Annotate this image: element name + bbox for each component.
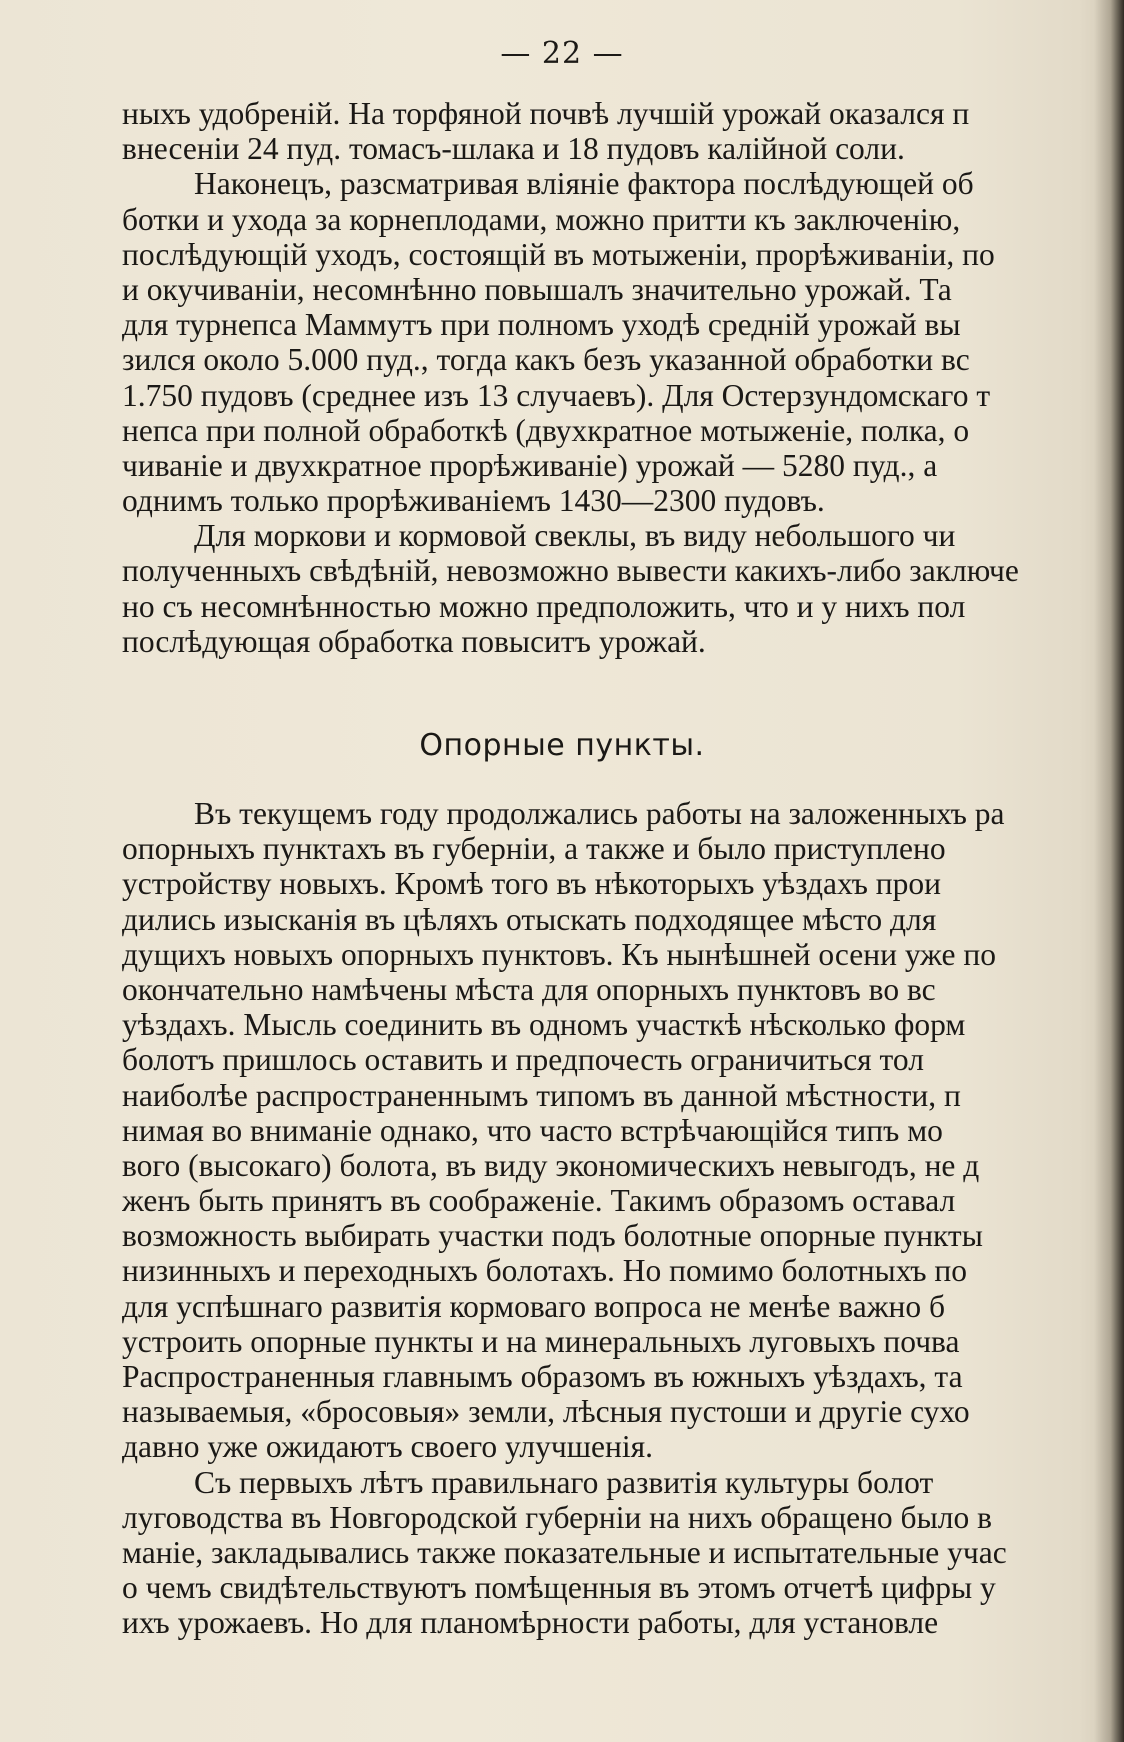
text-line: для успѣшнаго развитія кормоваго вопроса не менѣе важно б	[122, 1288, 945, 1324]
text-line: для турнепса Маммутъ при полномъ уходѣ средній урожай вы	[122, 307, 961, 343]
text-line: давно уже ожидаютъ своего улучшенія.	[122, 1429, 653, 1465]
text-line: окончательно намѣчены мѣста для опорныхъ пунктовъ во вс	[122, 971, 936, 1007]
text-line: устроить опорные пункты и на минеральныхъ луговыхъ почва	[122, 1323, 960, 1359]
paragraph-block-fertilizer-results	[122, 96, 1124, 659]
text-line: женъ быть принятъ въ соображеніе. Такимъ образомъ оставал	[122, 1183, 956, 1219]
text-line: дились изысканія въ цѣляхъ отыскать подходящее мѣсто для	[122, 901, 937, 937]
text-line: луговодства въ Новгородской губерніи на нихъ обращено было в	[122, 1499, 992, 1535]
text-line: 1.750 пудовъ (среднее изъ 13 случаевъ). Для Остерзундомскаго т	[122, 377, 991, 413]
text-line: однимъ только прорѣживаніемъ 1430—2300 пудовъ.	[122, 483, 825, 519]
text-line: Наконецъ, разсматривая вліяніе фактора послѣдующей об	[194, 166, 974, 202]
text-line: послѣдующій уходъ, состоящій въ мотыженіи, прорѣживаніи, по	[122, 236, 995, 272]
text-line: дущихъ новыхъ опорныхъ пунктовъ. Къ нынѣшней осени уже по	[122, 936, 996, 972]
text-line: возможность выбирать участки подъ болотные опорные пункты	[122, 1218, 983, 1254]
text-line: низинныхъ и переходныхъ болотахъ. Но помимо болотныхъ по	[122, 1253, 968, 1289]
text-line: Съ первыхъ лѣтъ правильнаго развитія культуры болот	[194, 1464, 934, 1500]
text-line: чиваніе и двухкратное прорѣживаніе) урожай — 5280 пуд., а	[122, 447, 938, 483]
text-line: маніе, закладывались также показательные и испытательные учас	[122, 1534, 1007, 1570]
text-line: уѣздахъ. Мысль соединить въ одномъ участкѣ нѣсколько форм	[122, 1007, 966, 1043]
text-line: Въ текущемъ году продолжались работы на заложенныхъ ра	[194, 796, 1005, 831]
text-line: ныхъ удобреній. На торфяной почвѣ лучшій урожай оказался п	[122, 96, 970, 131]
text-line: непса при полной обработкѣ (двухкратное мотыженіе, полка, о	[122, 412, 970, 448]
paragraph-block-support-points	[122, 796, 1124, 1641]
text-line: опорныхъ пунктахъ въ губерніи, а также и было приступлено	[122, 831, 946, 867]
text-line: о чемъ свидѣтельствуютъ помѣщенныя въ этомъ отчетѣ цифры у	[122, 1570, 996, 1606]
text-line: но съ несомнѣнностью можно предположить, что и у нихъ пол	[122, 588, 966, 624]
text-line: внесеніи 24 пуд. томасъ-шлака и 18 пудовъ калійной соли.	[122, 131, 905, 167]
text-line: вого (высокаго) болота, въ виду экономическихъ невыгодъ, не д	[122, 1147, 980, 1183]
text-line: Распространенныя главнымъ образомъ въ южныхъ уѣздахъ, та	[122, 1359, 963, 1394]
text-line: послѣдующая обработка повыситъ урожай.	[122, 623, 706, 659]
text-line: ихъ урожаевъ. Но для планомѣрности работы, для установле	[122, 1605, 939, 1641]
text-line: называемыя, «бросовыя» земли, лѣсныя пустоши и другіе сухо	[122, 1394, 970, 1430]
text-line: и окучиваніи, несомнѣнно повышалъ значительно урожай. Та	[122, 271, 952, 307]
text-line: полученныхъ свѣдѣній, невозможно вывести какихъ-либо заключе	[122, 553, 1019, 589]
binding-shadow	[1094, 0, 1124, 1742]
text-line: Для моркови и кормовой свеклы, въ виду небольшого чи	[194, 518, 956, 554]
text-line: устройству новыхъ. Кромѣ того въ нѣкоторыхъ уѣздахъ прои	[122, 866, 941, 902]
text-line: нимая во вниманіе однако, что часто встрѣчающійся типъ мо	[122, 1112, 943, 1148]
text-line: болотъ пришлось оставить и предпочесть ограничиться тол	[122, 1042, 924, 1078]
section-heading: Опорные пункты.	[419, 728, 705, 763]
text-line: ботки и ухода за корнеплодами, можно притти къ заключенію,	[122, 201, 961, 237]
page-number: — 22 —	[500, 36, 624, 71]
text-line: зился около 5.000 пуд., тогда какъ безъ указанной обработки вс	[122, 342, 970, 378]
text-line: наиболѣе распространеннымъ типомъ въ данной мѣстности, п	[122, 1077, 961, 1113]
